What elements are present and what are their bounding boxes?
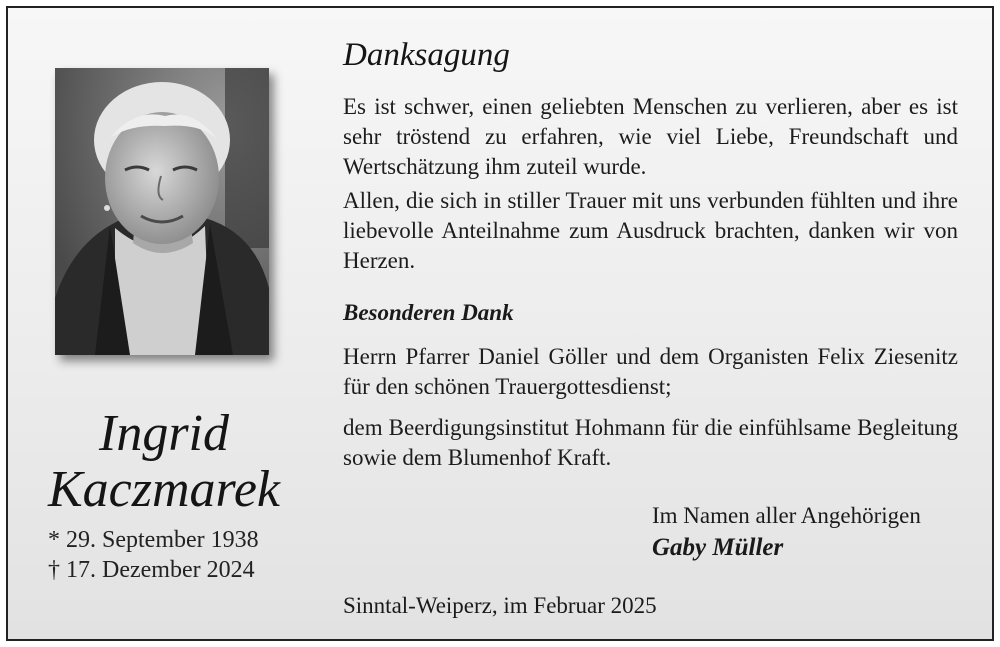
thanks-paragraph-1: Es ist schwer, einen geliebten Menschen zu verlieren, aber es ist sehr tröstend zu erfahren, wie viel Liebe, Freundschaft und Wertschätzung ihm zuteil wurde. — [343, 94, 958, 179]
obituary-card — [6, 6, 994, 641]
special-thanks-item: dem Beerdigungsinstitut Hohmann für die einfühlsame Begleitung sowie dem Blumenhof Kraft. — [343, 415, 958, 470]
page-title: Danksagung — [343, 37, 510, 73]
special-thanks-heading: Besonderen Dank — [343, 300, 514, 325]
place-date: Sinntal-Weiperz, im Februar 2025 — [343, 593, 657, 618]
deceased-last-name: Kaczmarek — [47, 461, 281, 518]
signature-name: Gaby Müller — [652, 534, 784, 561]
signature-label: Im Namen aller Angehörigen — [652, 503, 921, 528]
thanks-paragraph-2: Allen, die sich in stiller Trauer mit uns verbunden fühlten und ihre liebevolle Anteilnahme zum Ausdruck brachten, danken wir von Herzen. — [343, 188, 958, 273]
special-thanks-item: Herrn Pfarrer Daniel Göller und dem Organisten Felix Ziesenitz für den schönen Trauergottesdienst; — [343, 344, 958, 399]
death-date: † 17. Dezember 2024 — [48, 557, 255, 583]
portrait-photo — [55, 68, 269, 355]
deceased-first-name: Ingrid — [99, 405, 229, 462]
birth-date: * 29. September 1938 — [48, 527, 259, 553]
